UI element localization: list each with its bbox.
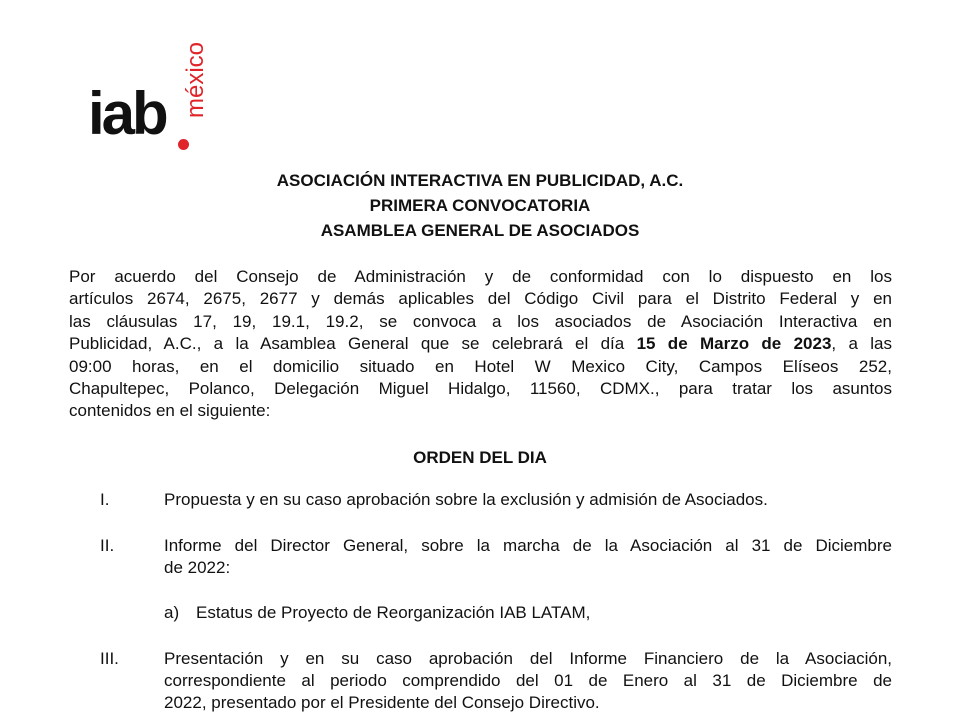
agenda-numeral: III. [100, 649, 119, 668]
agenda-item-line: Presentación y en su caso aprobación del Informe Financiero de la Asociación, [164, 649, 892, 668]
association-title: ASOCIACIÓN INTERACTIVA EN PUBLICIDAD, A.C. [276, 171, 684, 190]
agenda-numeral: II. [100, 536, 115, 555]
agenda-item [164, 535, 892, 579]
convocation-title: PRIMERA CONVOCATORIA [369, 196, 591, 215]
subitem-text: Estatus de Proyecto de Reorganización IAB LATAM, [196, 603, 591, 622]
agenda-item-line: 2022, presentado por el Presidente del Consejo Directivo. [164, 693, 600, 712]
subitem-marker: a) [164, 603, 180, 622]
iab-mexico-logo [88, 30, 209, 147]
intro-line [69, 333, 892, 355]
logo-iab-text: iab [88, 80, 166, 147]
intro-line: Por acuerdo del Consejo de Administración y de conformidad con lo dispuesto en los [69, 267, 892, 286]
intro-line: artículos 2674, 2675, 2677 y demás aplicables del Código Civil para el Distrito Federal y en [69, 289, 892, 309]
agenda-item-line: correspondiente al periodo comprendido del 01 de Enero al 31 de Diciembre de [164, 671, 892, 690]
agenda-item-line: Informe del Director General, sobre la marcha de la Asociación al 31 de Diciembre [164, 536, 892, 555]
agenda-item [164, 648, 892, 714]
intro-text: , a las [831, 334, 892, 354]
agenda-item-line: Propuesta y en su caso aprobación sobre la exclusión y admisión de Asociados. [164, 490, 768, 509]
agenda-item [164, 489, 892, 511]
intro-paragraph [69, 266, 892, 423]
intro-line: las cláusulas 17, 19, 19.1, 19.2, se convoca a los asociados de Asociación Interactiva en [69, 311, 892, 331]
agenda-numeral: I. [100, 490, 110, 509]
intro-line: Chapultepec, Polanco, Delegación Miguel Hidalgo, 11560, CDMX., para tratar los asuntos [69, 379, 892, 399]
assembly-date: 15 de Marzo de 2023 [636, 334, 832, 354]
logo-mexico-text: méxico [182, 41, 209, 118]
intro-line: 09:00 horas, en el domicilio situado en Hotel W Mexico City, Campos Elíseos 252, [69, 356, 892, 376]
intro-line: contenidos en el siguiente: [69, 401, 271, 421]
agenda-title: ORDEN DEL DIA [413, 448, 547, 467]
agenda-subitem [164, 602, 590, 624]
agenda-item-line: de 2022: [164, 558, 231, 577]
logo-red-dot [178, 139, 189, 150]
intro-text: Publicidad, A.C., a la Asamblea General que se celebrará el día [69, 334, 637, 354]
assembly-title: ASAMBLEA GENERAL DE ASOCIADOS [320, 221, 640, 240]
